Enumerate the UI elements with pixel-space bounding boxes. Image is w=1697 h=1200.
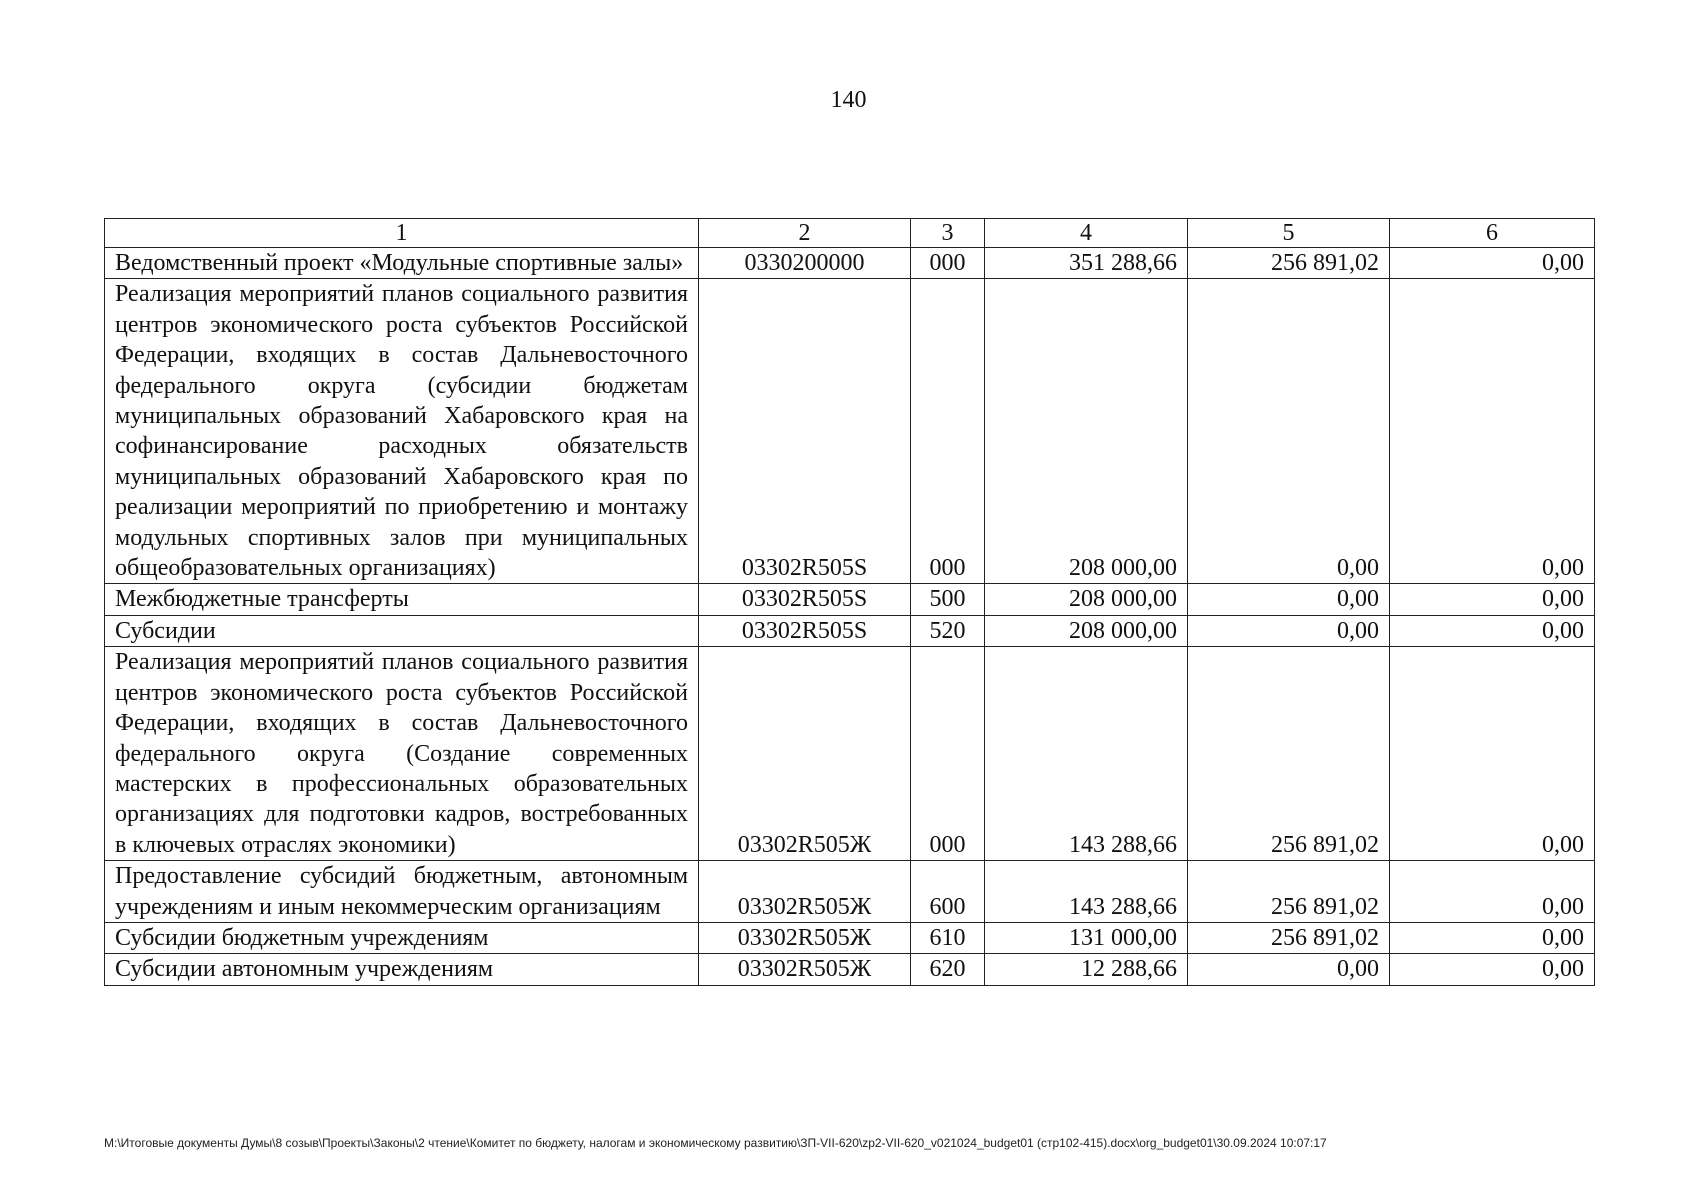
row-value-col5: 0,00: [1188, 584, 1390, 615]
column-header-5: 5: [1188, 219, 1390, 248]
table-row: [105, 861, 1595, 923]
row-description: Ведомственный проект «Модульные спортивные залы»: [105, 248, 699, 279]
row-value-col5: 0,00: [1188, 954, 1390, 985]
row-expense-type: 500: [911, 584, 985, 615]
row-description: Субсидии: [105, 615, 699, 646]
row-code: 03302R505Ж: [699, 922, 911, 953]
budget-table: [104, 218, 1595, 986]
row-value-col5: 256 891,02: [1188, 861, 1390, 923]
column-header-2: 2: [699, 219, 911, 248]
row-value-col4: 208 000,00: [985, 584, 1188, 615]
row-value-col4: 208 000,00: [985, 615, 1188, 646]
table-row: [105, 922, 1595, 953]
table-row: [105, 615, 1595, 646]
row-value-col6: 0,00: [1390, 248, 1595, 279]
row-code: 03302R505Ж: [699, 861, 911, 923]
row-value-col6: 0,00: [1390, 861, 1595, 923]
row-expense-type: 000: [911, 647, 985, 861]
row-description: Субсидии бюджетным учреждениям: [105, 922, 699, 953]
column-header-4: 4: [985, 219, 1188, 248]
row-value-col5: 256 891,02: [1188, 248, 1390, 279]
row-code: 0330200000: [699, 248, 911, 279]
header-row: [105, 219, 1595, 248]
footer-file-path: M:\Итоговые документы Думы\8 созыв\Проекты\Законы\2 чтение\Комитет по бюджету, налогам и экономическому развитию\ЗП-VII-620\zp2-VII-620_v021024_budget01 (стр102-415).docx\org_budget01\30.09.2024 10:07:17: [104, 1136, 1327, 1150]
row-expense-type: 520: [911, 615, 985, 646]
row-description: Предоставление субсидий бюджетным, автономным учреждениям и иным некоммерческим организациям: [105, 861, 699, 923]
row-code: 03302R505S: [699, 279, 911, 584]
row-value-col5: 0,00: [1188, 279, 1390, 584]
row-code: 03302R505Ж: [699, 954, 911, 985]
row-value-col6: 0,00: [1390, 647, 1595, 861]
row-expense-type: 610: [911, 922, 985, 953]
row-value-col5: 256 891,02: [1188, 647, 1390, 861]
page-number: 140: [830, 87, 867, 113]
row-value-col6: 0,00: [1390, 954, 1595, 985]
row-value-col4: 143 288,66: [985, 861, 1188, 923]
row-value-col4: 351 288,66: [985, 248, 1188, 279]
row-expense-type: 620: [911, 954, 985, 985]
row-description: Реализация мероприятий планов социального развития центров экономического роста субъектов Российской Федерации, входящих в состав Дальневосточного федерального округа (субсидии бюджетам муниципальных образований Хабаровского края на софинансирование расходных обязательств муниципальных образований Хабаровского края по реализации мероприятий по приобретению и монтажу модульных спортивных залов при муниципальных общеобразовательных организациях): [105, 279, 699, 584]
row-code: 03302R505S: [699, 615, 911, 646]
row-description: Субсидии автономным учреждениям: [105, 954, 699, 985]
row-value-col6: 0,00: [1390, 279, 1595, 584]
column-header-1: 1: [105, 219, 699, 248]
row-code: 03302R505Ж: [699, 647, 911, 861]
row-value-col6: 0,00: [1390, 922, 1595, 953]
row-expense-type: 000: [911, 248, 985, 279]
column-header-3: 3: [911, 219, 985, 248]
row-code: 03302R505S: [699, 584, 911, 615]
row-value-col5: 0,00: [1188, 615, 1390, 646]
row-description: Реализация мероприятий планов социального развития центров экономического роста субъектов Российской Федерации, входящих в состав Дальневосточного федерального округа (Создание современных мастерских в профессиональных образовательных организациях для подготовки кадров, востребованных в ключевых отраслях экономики): [105, 647, 699, 861]
row-description: Межбюджетные трансферты: [105, 584, 699, 615]
table-row: [105, 279, 1595, 584]
row-value-col5: 256 891,02: [1188, 922, 1390, 953]
table-row: [105, 584, 1595, 615]
row-expense-type: 000: [911, 279, 985, 584]
row-value-col4: 208 000,00: [985, 279, 1188, 584]
column-header-6: 6: [1390, 219, 1595, 248]
row-value-col6: 0,00: [1390, 584, 1595, 615]
row-value-col4: 143 288,66: [985, 647, 1188, 861]
row-expense-type: 600: [911, 861, 985, 923]
table-row: [105, 248, 1595, 279]
table-row: [105, 954, 1595, 985]
table-row: [105, 647, 1595, 861]
row-value-col6: 0,00: [1390, 615, 1595, 646]
row-value-col4: 12 288,66: [985, 954, 1188, 985]
row-value-col4: 131 000,00: [985, 922, 1188, 953]
